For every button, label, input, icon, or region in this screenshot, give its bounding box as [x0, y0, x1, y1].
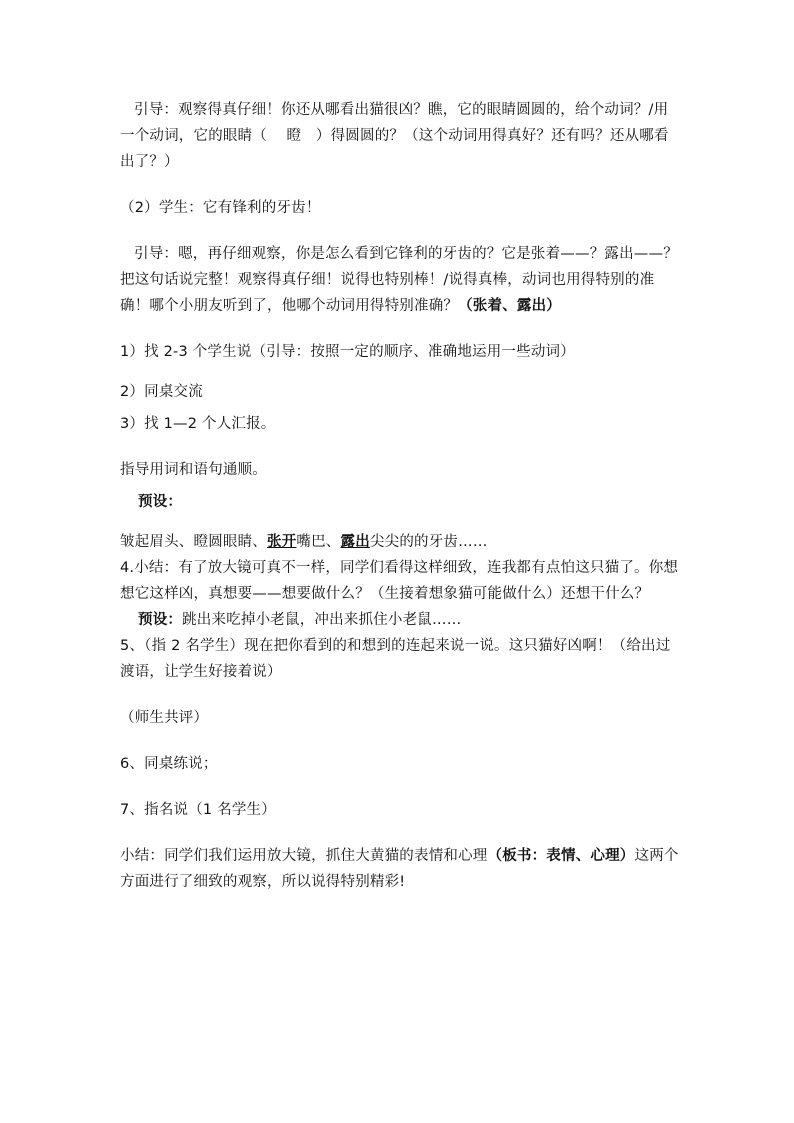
- guidance-note: 指导用词和语句通顺。: [120, 462, 267, 478]
- guide-paragraph-eyes: 引导：观察得真仔细！你还从哪看出猫很凶？瞧，它的眼睛圆圆的，给个动词？/用一个动词，它的眼睛（ 瞪 ）得圆圆的？（这个动词用得真好？还有吗？还从哪看出了？）: [120, 102, 669, 170]
- final-summary-b: 这两个方面进行了细致的观察，所以说得特别精彩!: [120, 848, 679, 890]
- step-5: 5、（指 2 名学生）现在把你看到的和想到的连起来说一说。这只猫好凶啊！（给出过渡语，让学生好接着说）: [120, 638, 671, 680]
- final-summary: [120, 843, 680, 895]
- final-summary-a: 小结：同学们我们运用放大镜，抓住大黄猫的表情和心理: [120, 848, 488, 864]
- teacher-student-review: （师生共评）: [120, 710, 209, 726]
- preset-expressions: [120, 529, 680, 555]
- step-6: 6、同桌练说；: [120, 756, 218, 772]
- preset-underlined-open: 张开: [267, 534, 297, 550]
- preset-label: 预设：: [138, 494, 183, 510]
- preset-actions-label: 预设：: [138, 612, 183, 628]
- step-3: 3）找 1—2 个人汇报。: [120, 416, 276, 432]
- guide-paragraph-teeth: [120, 241, 680, 319]
- summary-4: 4.小结：有了放大镜可真不一样，同学们看得这样细致，连我都有点怕这只猫了。你想想它这样凶，真想要——想要做什么？（生接着想象猫可能做什么）还想干什么？: [120, 560, 679, 602]
- preset-text-b: 嘴巴、: [296, 534, 341, 550]
- blackboard-note: （板书：表情、心理）: [487, 848, 635, 864]
- preset-text-a: 皱起眉头、瞪圆眼睛、: [120, 534, 267, 550]
- preset-underlined-reveal: 露出: [340, 534, 370, 550]
- step-1: 1）找 2-3 个学生说（引导：按照一定的顺序、准确地运用一些动词）: [120, 344, 575, 360]
- step-7: 7、指名说（1 名学生）: [120, 802, 276, 818]
- step-2: 2）同桌交流: [120, 384, 203, 400]
- preset-text-c: 尖尖的的牙齿……: [369, 534, 488, 550]
- guide-teeth-text: 引导：嗯，再仔细观察，你是怎么看到它锋利的牙齿的？它是张着——？露出——？把这句话说完整！观察得真仔细！说得也特别棒！/说得真棒，动词也用得特别的准确！哪个小朋友听到了，他哪个动词用得特别准确？: [120, 246, 678, 314]
- document-page: [120, 97, 680, 895]
- preset-actions-text: 跳出来吃掉小老鼠，冲出来抓住小老鼠……: [182, 612, 462, 628]
- student-answer-teeth: （2）学生：它有锋利的牙齿！: [120, 200, 321, 216]
- preset-actions: [120, 607, 680, 633]
- guide-teeth-answer: （张着、露出）: [458, 298, 562, 314]
